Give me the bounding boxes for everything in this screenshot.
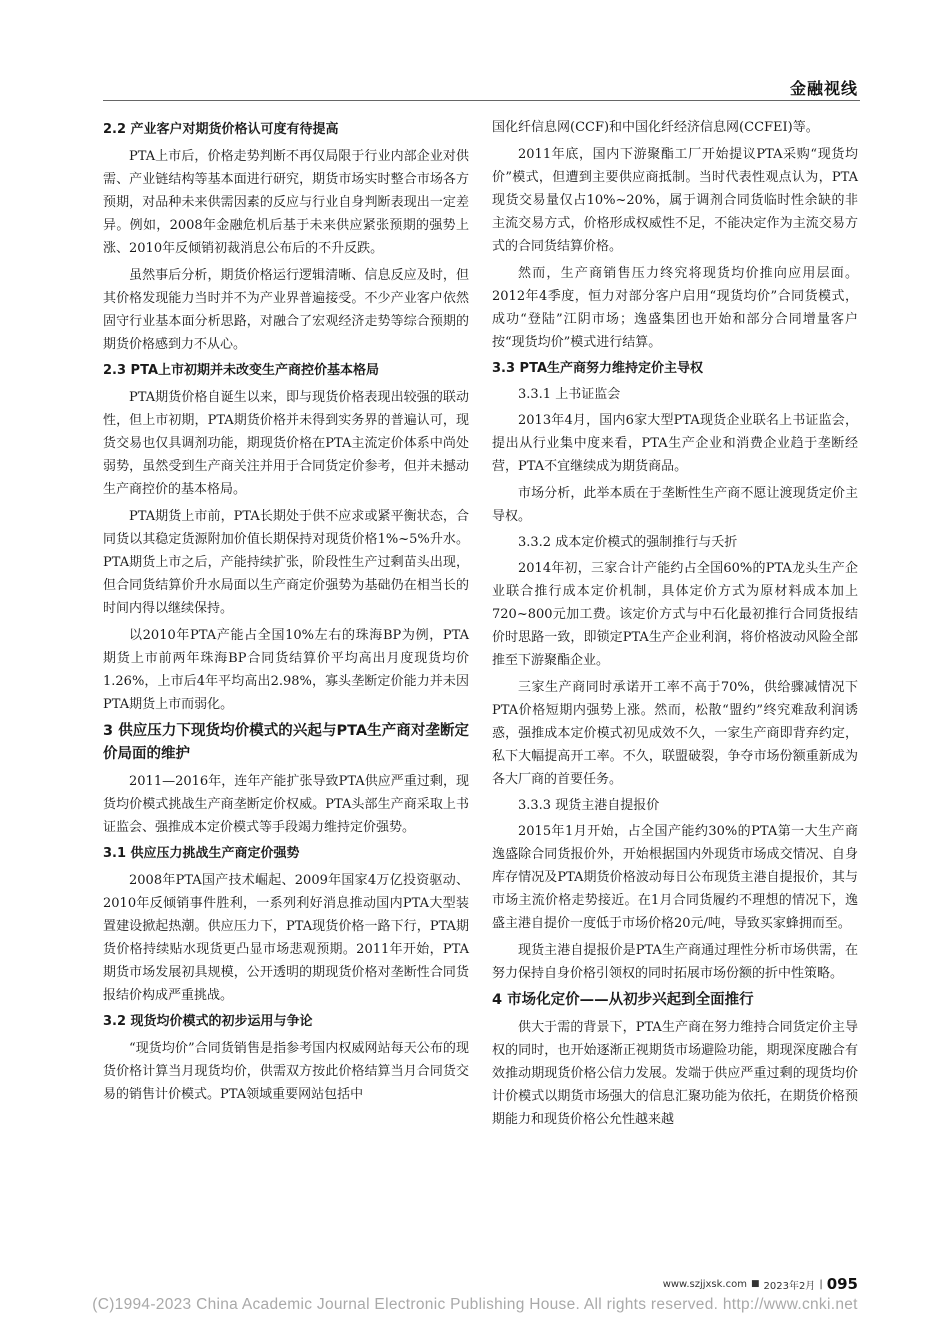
paragraph: 市场分析，此举本质在于垄断性生产商不愿让渡现货定价主导权。 xyxy=(492,486,858,524)
paragraph: 2015年1月开始，占全国产能约30%的PTA第一大生产商逸盛除合同货报价外，开始根据国内外现货市场成交情况、自身库存情况及PTA期货价格波动每日公布现货主港自提报价，其与市场主流价格走势接近。在1月合同货履约不理想的情况下，逸盛主港自提价一度低于市场价格20元/吨，导致买家蜂拥而至。 xyxy=(492,824,858,931)
heading-3-3: 3.3 PTA生产商努力维持定价主导权 xyxy=(492,361,704,376)
footer-issue-date: 2023年2月 xyxy=(763,1280,816,1292)
heading-2-3: 2.3 PTA上市初期并未改变生产商控价基本格局 xyxy=(103,363,380,378)
paragraph: 2011年底，国内下游聚酯工厂开始提议PTA采购“现货均价”模式，但遭到主要供应商抵制。当时代表性观点认为，PTA现货交易量仅占10%~20%，属于调剂合同货临时性余缺的非主流交易方式，价格形成权威性不足，不能决定作为主流交易方式的合同货结算价格。 xyxy=(492,147,858,254)
paragraph: 2008年PTA国产技术崛起、2009年国家4万亿投资驱动、2010年反倾销事件胜利，一系列利好消息推动国内PTA大型装置建设掀起热潮。供应压力下，PTA现货价格一路下行，PTA期货价格持续贴水现货更凸显市场悲观预期。2011年开始，PTA期货市场发展初具规模，公开透明的期现货价格对垄断性合同货报结价构成严重挑战。 xyxy=(103,873,469,1003)
paragraph: 2013年4月，国内6家大型PTA现货企业联名上书证监会，提出从行业集中度来看，PTA生产企业和消费企业趋于垄断经营，PTA不宜继续成为期货商品。 xyxy=(492,413,858,474)
heading-3-3-2: 3.3.2 成本定价模式的强制推行与夭折 xyxy=(518,535,738,550)
heading-2-2: 2.2 产业客户对期货价格认可度有待提高 xyxy=(103,122,339,137)
paragraph: 现货主港自提报价是PTA生产商通过理性分析市场供需，在努力保持自身价格引领权的同时拓展市场份额的折中性策略。 xyxy=(492,943,858,981)
header-divider xyxy=(103,100,860,101)
heading-3-3-1: 3.3.1 上书证监会 xyxy=(518,387,621,402)
footer-divider: | xyxy=(819,1278,823,1290)
heading-3-3-3: 3.3.3 现货主港自提报价 xyxy=(518,798,660,813)
paragraph: 三家生产商同时承诺开工率不高于70%，供给骤减情况下PTA价格短期内强势上涨。然而，松散“盟约”终究难敌利润诱惑，强推成本定价模式初见成效不久，一家生产商即背弃约定，私下大幅提高开工率。不久，联盟破裂，争夺市场份额重新成为各大厂商的首要任务。 xyxy=(492,680,858,787)
section-header-title: 金融视线 xyxy=(789,79,858,98)
heading-3: 3 供应压力下现货均价模式的兴起与PTA生产商对垄断定价局面的维护 xyxy=(103,723,469,762)
paragraph: PTA期货上市前，PTA长期处于供不应求或紧平衡状态，合同货以其稳定货源附加价值长期保持对现货价格1%~5%升水。PTA期货上市之后，产能持续扩张，阶段性生产过剩苗头出现，但合同货结算价升水局面以生产商定价强势为基础仍在相当长的时间内得以继续保持。 xyxy=(103,509,469,616)
left-column xyxy=(103,116,469,1110)
footer-square-icon: ■ xyxy=(750,1279,760,1289)
paragraph: 2011—2016年，连年产能扩张导致PTA供应严重过剩，现货均价模式挑战生产商垄断定价权威。PTA头部生产商采取上书证监会、强推成本定价模式等手段竭力维持定价强势。 xyxy=(103,774,469,835)
paragraph: 2014年初，三家合计产能约占全国60%的PTA龙头生产企业联合推行成本定价机制，具体定价方式为原材料成本加上720~800元加工费。该定价方式与中石化最初推行合同货报结价时思路一致，即锁定PTA生产企业利润，将价格波动风险全部推至下游聚酯企业。 xyxy=(492,561,858,668)
heading-3-2: 3.2 现货均价模式的初步运用与争论 xyxy=(103,1014,313,1029)
heading-3-1: 3.1 供应压力挑战生产商定价强势 xyxy=(103,846,300,861)
page-footer xyxy=(663,1275,858,1293)
paragraph: 供大于需的背景下，PTA生产商在努力维持合同货定价主导权的同时，也开始逐渐正视期货市场避险功能，期现深度融合有效推动期现货价格公信力发展。发端于供应严重过剩的现货均价计价模式以期货市场强大的信息汇聚功能为依托，在期货价格预期能力和现货价格公允性越来越 xyxy=(492,1020,858,1127)
footer-site-url: www.szjjxsk.com xyxy=(662,1278,747,1290)
copyright-watermark: (C)1994-2023 China Academic Journal Electronic Publishing House. All rights reserved. http://www.cnki.net xyxy=(92,1296,858,1313)
paragraph: PTA期货价格自诞生以来，即与现货价格表现出较强的联动性，但上市初期，PTA期货价格并未得到实务界的普遍认可，现货交易也仅具调剂功能，期现货价格在PTA主流定价体系中尚处弱势，虽然受到生产商关注并用于合同货定价参考，但并未撼动生产商控价的基本格局。 xyxy=(103,390,469,497)
page-number: 095 xyxy=(826,1275,858,1293)
right-column xyxy=(492,116,858,1135)
paragraph: 虽然事后分析，期货价格运行逻辑清晰、信息反应及时，但其价格发现能力当时并不为产业界普遍接受。不少产业客户依然固守行业基本面分析思路，对融合了宏观经济走势等综合预期的期货价格感到力不从心。 xyxy=(103,268,469,352)
paragraph: PTA上市后，价格走势判断不再仅局限于行业内部企业对供需、产业链结构等基本面进行研究，期货市场实时整合市场各方预期，对品种未来供需因素的反应与行业自身判断表现出一定差异。例如，2008年金融危机后基于未来供应紧张预期的强势上涨、2010年反倾销初裁消息公布后的不升反跌。 xyxy=(103,149,469,256)
paragraph-continued: 国化纤信息网(CCF)和中国化纤经济信息网(CCFEI)等。 xyxy=(492,120,819,135)
heading-4: 4 市场化定价——从初步兴起到全面推行 xyxy=(492,992,754,1008)
paragraph: 以2010年PTA产能占全国10%左右的珠海BP为例，PTA期货上市前两年珠海BP合同货结算价平均高出月度现货均价1.26%，上市后4年平均高出2.98%，寡头垄断定价能力并未因PTA期货上市而弱化。 xyxy=(103,628,469,712)
paragraph: “现货均价”合同货销售是指参考国内权威网站每天公布的现货价格计算当月现货均价，供需双方按此价格结算当月合同货交易的销售计价模式。PTA领域重要网站包括中 xyxy=(103,1041,469,1102)
paragraph: 然而，生产商销售压力终究将现货均价推向应用层面。2012年4季度，恒力对部分客户启用“现货均价”合同货模式，成功“登陆”江阴市场；逸盛集团也开始和部分合同增量客户按“现货均价”模式进行结算。 xyxy=(492,266,858,350)
